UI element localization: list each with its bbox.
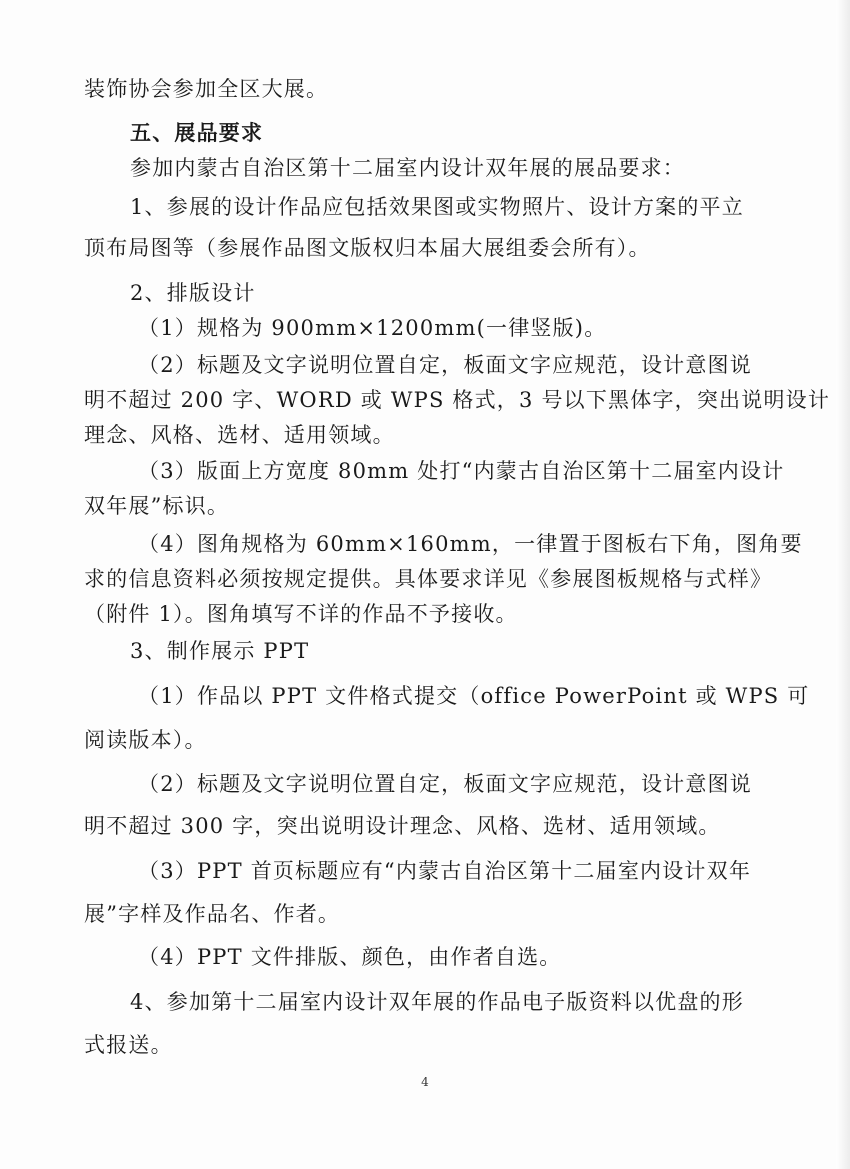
list-item: （1）作品以 PPT 文件格式提交（office PowerPoint 或 WPS 可 bbox=[138, 684, 810, 708]
list-item: 1、参展的设计作品应包括效果图或实物照片、设计方案的平立 bbox=[130, 195, 744, 219]
paragraph-line: 理念、风格、选材、适用领域。 bbox=[84, 423, 395, 447]
list-item: 2、排版设计 bbox=[130, 281, 256, 305]
page-number: 4 bbox=[421, 1075, 429, 1089]
paragraph-line: 参加内蒙古自治区第十二届室内设计双年展的展品要求： bbox=[130, 156, 685, 180]
paragraph-line: 式报送。 bbox=[84, 1033, 173, 1057]
list-item: （4）图角规格为 60mm×160mm，一律置于图板右下角，图角要 bbox=[138, 532, 803, 556]
paragraph-line: 展”字样及作品名、作者。 bbox=[84, 902, 341, 926]
list-item: （3）PPT 首页标题应有“内蒙古自治区第十二届室内设计双年 bbox=[138, 859, 752, 883]
paragraph-line: 明不超过 300 字，突出说明设计理念、风格、选材、适用领域。 bbox=[84, 814, 721, 838]
list-item: （2）标题及文字说明位置自定，板面文字应规范，设计意图说 bbox=[138, 353, 752, 377]
list-item: （3）版面上方宽度 80mm 处打“内蒙古自治区第十二届室内设计 bbox=[138, 459, 785, 483]
paragraph-line: 顶布局图等（参展作品图文版权归本届大展组委会所有）。 bbox=[84, 236, 651, 260]
paragraph-line: 明不超过 200 字、WORD 或 WPS 格式，3 号以下黑体字，突出说明设计 bbox=[84, 388, 831, 412]
list-item: （2）标题及文字说明位置自定，板面文字应规范，设计意图说 bbox=[138, 772, 752, 796]
paragraph-line: 求的信息资料必须按规定提供。具体要求详见《参展图板规格与式样》 bbox=[84, 567, 773, 591]
paragraph-line: （附件 1）。图角填写不详的作品不予接收。 bbox=[84, 602, 518, 626]
section-heading: 五、展品要求 bbox=[130, 120, 264, 145]
scan-edge bbox=[836, 0, 850, 1169]
paragraph-line: 装饰协会参加全区大展。 bbox=[84, 77, 329, 101]
list-item: （4）PPT 文件排版、颜色，由作者自选。 bbox=[138, 945, 562, 969]
list-item: 3、制作展示 PPT bbox=[130, 639, 310, 663]
paragraph-line: 阅读版本）。 bbox=[84, 728, 207, 752]
list-item: 4、参加第十二届室内设计双年展的作品电子版资料以优盘的形 bbox=[130, 990, 744, 1014]
list-item: （1）规格为 900mm×1200mm(一律竖版)。 bbox=[138, 316, 607, 340]
paragraph-line: 双年展”标识。 bbox=[84, 494, 230, 518]
